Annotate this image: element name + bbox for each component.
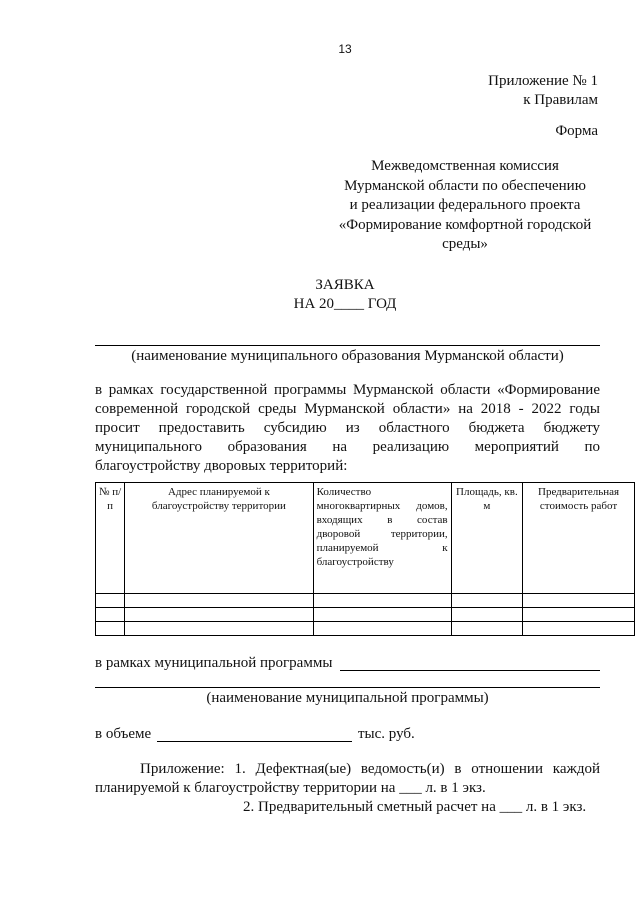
volume-unit: тыс. руб. xyxy=(358,726,415,742)
document-title: ЗАЯВКА xyxy=(315,277,375,293)
municipal-program-blank-line[interactable] xyxy=(340,670,600,671)
annex-line-2: к Правилам xyxy=(523,92,598,108)
attachment-1-line-2: планируемой к благоустройству территории на ___ л. в 1 экз. xyxy=(95,780,486,796)
table-cell[interactable] xyxy=(523,608,635,622)
commission-line-1: Межведомственная комиссия xyxy=(371,158,559,174)
header-houses-count: Количество многоквартирных домов, входящих в состав дворовой территории, планируемой к благоустройству xyxy=(313,483,451,594)
header-address: Адрес планируемой к благоустройству территории xyxy=(125,483,313,594)
municipality-blank-line xyxy=(95,345,600,346)
request-line-5: благоустройству дворовых территорий: xyxy=(95,458,348,474)
table-cell[interactable] xyxy=(313,608,451,622)
volume-label: в объеме xyxy=(95,726,152,742)
table-cell[interactable] xyxy=(96,594,125,608)
attachment-1-line-1: Приложение: 1. Дефектная(ые) ведомость(и) в отношении каждой xyxy=(140,761,600,777)
request-paragraph xyxy=(95,381,600,476)
table-cell[interactable] xyxy=(523,622,635,636)
header-area: Площадь, кв. м xyxy=(451,483,523,594)
table-cell[interactable] xyxy=(313,594,451,608)
table-header-row xyxy=(96,483,635,594)
table-row xyxy=(96,608,635,622)
table-cell[interactable] xyxy=(125,594,313,608)
form-label: Форма xyxy=(555,123,598,139)
table-cell[interactable] xyxy=(313,622,451,636)
volume-blank-line[interactable] xyxy=(157,741,352,742)
table-row xyxy=(96,594,635,608)
annex-line-1: Приложение № 1 xyxy=(488,73,598,89)
header-number: № п/п xyxy=(96,483,125,594)
request-line-2: современной городской среды Мурманской области» на 2018 - 2022 годы xyxy=(95,401,600,417)
table-cell[interactable] xyxy=(451,594,523,608)
table-cell[interactable] xyxy=(451,608,523,622)
document-year: НА 20____ ГОД xyxy=(293,296,397,312)
annex-heading xyxy=(488,72,598,110)
commission-addressee xyxy=(320,157,610,255)
commission-line-4: «Формирование комфортной городской xyxy=(338,216,592,233)
commission-line-5: среды» xyxy=(442,236,488,252)
table-cell[interactable] xyxy=(96,608,125,622)
municipal-program-caption: (наименование муниципальной программы) xyxy=(206,690,489,706)
municipality-caption: (наименование муниципального образования Мурманской области) xyxy=(131,348,564,364)
commission-line-3: и реализации федерального проекта xyxy=(349,197,581,213)
table-cell[interactable] xyxy=(451,622,523,636)
table-row xyxy=(96,622,635,636)
request-line-1: в рамках государственной программы Мурманской области «Формирование xyxy=(95,382,600,398)
header-cost: Предварительная стоимость работ xyxy=(523,483,635,594)
attachment-2: 2. Предварительный сметный расчет на ___ л. в 1 экз. xyxy=(243,799,587,815)
table-cell[interactable] xyxy=(523,594,635,608)
table-cell[interactable] xyxy=(125,608,313,622)
table-cell[interactable] xyxy=(96,622,125,636)
commission-line-2: Мурманской области по обеспечению xyxy=(344,177,586,194)
municipal-program-name-line[interactable] xyxy=(95,687,600,688)
territories-table xyxy=(95,482,635,636)
request-line-3: просит предоставить субсидию из областного бюджета бюджету xyxy=(95,420,600,436)
page-number: 13 xyxy=(338,42,352,56)
municipal-program-label: в рамках муниципальной программы xyxy=(95,655,333,671)
attachments-block xyxy=(95,760,600,817)
table-cell[interactable] xyxy=(125,622,313,636)
request-line-4: муниципального образования на реализацию мероприятий по xyxy=(95,439,600,455)
